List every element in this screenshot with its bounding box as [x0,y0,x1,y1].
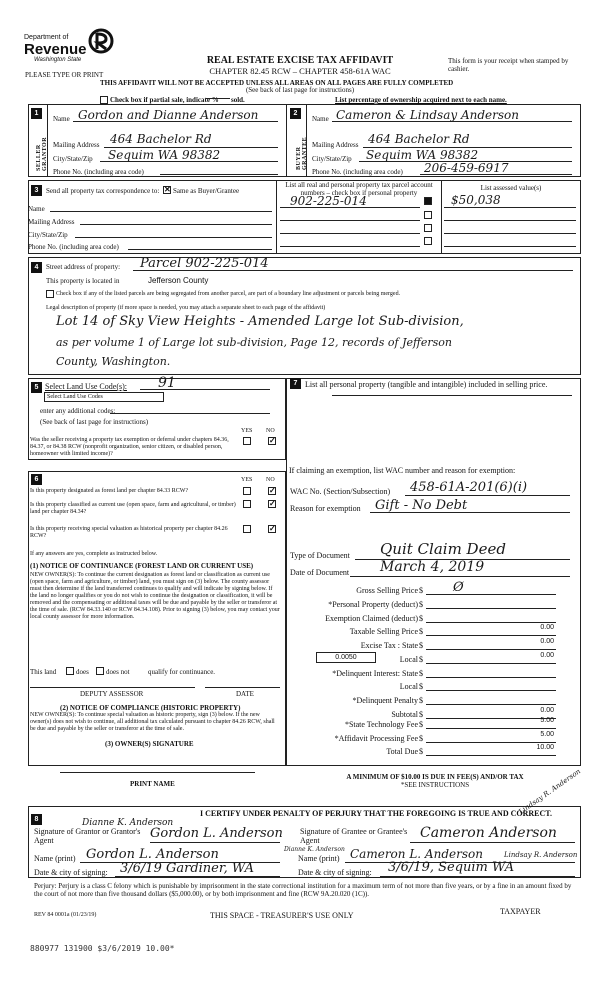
land-use-code: 91 [158,375,176,391]
row-penalty-line [426,704,556,705]
row-state-dollar: $ [419,641,423,650]
county-name: Jefferson County [148,276,209,285]
notice2-body: NEW OWNER(S): To continue special valuation as historic property, sign (3) below. If the new owner(s) does not wish to continue, all additional tax calculated pursuant to chapter 84.26 RCW, shall be due and payable by the seller or transferor at the time of sale. [30,712,275,732]
dor-logo [24,28,119,68]
grantee-date-label: Date & city of signing: [298,868,372,877]
land-use-line [140,389,270,390]
seller-mailing-label: Mailing Address [53,141,100,149]
historic-yes-checkbox[interactable] [243,525,251,533]
grantee-signature: Cameron Anderson [420,825,557,841]
seller-mailing: 464 Bachelor Rd [110,132,212,146]
buyer-mailing-label: Mailing Address [312,141,359,149]
row-total-value: 10.00 [536,744,554,751]
row-subtotal-label: Subtotal [391,710,418,719]
does-not-label: does not [106,668,130,676]
row-processing-line [426,742,556,743]
doc-date-line [350,576,570,577]
rev-number: REV 84 0001a (01/23/19) [34,912,97,918]
section-7-number: 7 [290,378,301,389]
not-accepted: THIS AFFIDAVIT WILL NOT BE ACCEPTED UNLESS ALL AREAS ON ALL PAGES ARE FULLY COMPLETED [100,79,454,87]
personal-property-checkbox-3[interactable] [424,224,432,232]
dept-line3: Washington State [34,57,82,63]
section-3-number: 3 [31,185,42,196]
corr-city-line [75,237,272,238]
dept-line2: Revenue [24,41,87,58]
deputy-label: DEPUTY ASSESSOR [80,690,144,698]
row-delinq-state-line [426,677,556,678]
row-gross-dollar: $ [419,586,423,595]
assessed-line-2 [444,220,576,221]
grantee-signature-extra: Lindsay R. Anderson [517,767,583,816]
section6-no-label: NO [266,477,275,483]
buyer-mailing: 464 Bachelor Rd [368,132,470,146]
forest-yes-checkbox[interactable] [243,487,251,495]
parcel-line-4 [280,246,420,247]
grantee-name-label: Name (print) [298,854,340,863]
row-state-label: Excise Tax : State [360,641,418,650]
parcel-line-1 [280,207,420,208]
corr-city-label: City/State/Zip [28,231,68,239]
land-use-dropdown-text: Select Land Use Codes [47,394,103,400]
land-does-label: This land [30,668,57,676]
row-delinq-state-label: *Delinquent Interest: State [332,669,418,678]
seller-city-label: City/State/Zip [53,155,93,163]
grantor-signature-extra: Dianne K. Anderson [82,818,174,828]
grantee-sig-line [410,842,575,843]
row-gross-label: Gross Selling Price [356,586,418,595]
see-back: (See back of last page for instructions) [245,86,355,94]
sold-label: sold. [231,96,245,104]
ownership-list: List percentage of ownership acquired next to each name. [335,96,507,104]
legal-line-2: as per volume 1 of Large lot sub-division, Page 12, records of Jefferson [56,336,452,349]
seller-phone-line [160,174,278,175]
additional-codes-line [110,413,270,414]
row-subtotal-dollar: $ [419,710,423,719]
partial-sale-pct-line [206,98,230,99]
partial-sale-checkbox[interactable] [100,96,108,104]
row-tech-fee-label: *State Technology Fee [344,720,418,729]
row-local-value: 0.00 [540,652,554,659]
row-penalty-label: *Delinquent Penalty [352,696,418,705]
row-personal-line [426,608,556,609]
county-text: This property is located in [46,277,120,285]
grantee-name-extra: Lindsay R. Anderson [504,851,578,859]
forest-question: Is this property designated as forest land per chapter 84.33 RCW? [30,488,189,494]
section-2-number: 2 [290,108,301,119]
row-state-line [426,649,556,650]
row-processing-label: *Affidavit Processing Fee [334,734,418,743]
assessed-line-1 [444,207,576,208]
row-personal-label: *Personal Property (deduct) [328,600,418,609]
corr-mailing-line [80,224,272,225]
row-taxable-line [426,635,556,636]
row-state-value: 0.00 [540,638,554,645]
row-taxable-value: 0.00 [540,624,554,631]
legal-line-3: County, Washington. [56,355,171,368]
notice2-title: (2) NOTICE OF COMPLIANCE (HISTORIC PROPERTY) [60,704,241,712]
row-gross-line [426,594,556,595]
buyer-phone: 206-459-6917 [424,161,509,175]
seller-name-label: Name [53,115,70,123]
row-total-dollar: $ [419,747,423,756]
row-exemption-dollar: $ [419,614,423,623]
doc-type-label: Type of Document [290,551,350,560]
forest-no-checkbox[interactable]: ✓ [269,486,276,495]
grantor-name-extra: Dianne K. Anderson [284,846,345,853]
street-address: Parcel 902-225-014 [140,256,269,271]
personal-line [332,395,572,396]
same-as-buyer-checkbox[interactable]: ✕ [164,185,171,194]
print-name-label: PRINT NAME [130,780,175,788]
send-label: Send all property tax correspondence to: [46,187,160,195]
row-delinq-local-label: Local [399,682,418,691]
does-checkbox[interactable] [66,667,74,675]
segregated-label: Check box if any of the listed parcels are being segregated from another parcel, are part of a boundary line adjustment or parcels being merged. [56,291,401,297]
grantor-date-line [115,876,280,877]
local-rate-value: 0.0050 [335,654,357,661]
parcel-line-2 [280,220,420,221]
row-exemption-label: Exemption Claimed (deduct) [325,614,418,623]
grantor-sig-line [150,842,280,843]
row-processing-dollar: $ [419,734,423,743]
doc-date-value: March 4, 2019 [380,559,485,575]
row-delinq-local-line [426,690,556,691]
grantee-date-line [380,876,575,877]
street-label: Street address of property: [46,263,121,271]
deputy-date-line [205,687,280,688]
current-use-no-checkbox[interactable]: ✓ [269,499,276,508]
doc-date-label: Date of Document [290,568,350,577]
corr-phone-line [128,249,272,250]
row-penalty-dollar: $ [419,696,423,705]
owner-sig-label: (3) OWNER(S) SIGNATURE [105,740,194,748]
exemption-no-checkbox[interactable]: ✓ [269,436,276,445]
section-4-number: 4 [31,262,42,273]
section5-no-label: NO [266,428,275,434]
does-label: does [76,668,89,676]
same-as-buyer-label: Same as Buyer/Grantee [173,187,240,195]
grantor-name: Gordon L. Anderson [86,847,219,862]
perjury-text [34,882,579,898]
grantee-date: 3/6/19, Sequim WA [388,860,515,875]
notice1-title: (1) NOTICE OF CONTINUANCE (FOREST LAND OR CURRENT USE) [30,562,254,570]
list-personal-label: List all personal property (tangible and intangible) included in selling price. [305,380,548,389]
wac-number: 458-61A-201(6)(i) [410,480,528,495]
section-5-number: 5 [31,382,42,393]
row-delinq-state-dollar: $ [419,669,423,678]
section-8-number: 8 [31,814,42,825]
personal-property-checkbox-2[interactable] [424,211,432,219]
segregated-checkbox[interactable] [46,290,54,298]
corr-phone-label: Phone No. (including area code) [28,243,119,251]
does-not-checkbox[interactable] [96,667,104,675]
dor-logo-icon [88,28,114,54]
seller-city: Sequim WA 98382 [108,148,221,162]
perjury-body: Perjury: Perjury is a class C felony which is punishable by imprisonment in the state correctional institution for a maximum term of not more than five years, or by a fine in an amount fixed by the court of not more than five thousand dollars ($5,000.00), or by both imprisonment and fine (RCW 9A.20.020 (1C)). [34,882,572,898]
print-type: PLEASE TYPE OR PRINT [25,71,104,79]
row-exemption-line [426,622,556,623]
row-local-line [426,663,556,664]
partial-sale-label: Check box if partial sale, indicate % [110,96,219,104]
exemption-claim-label: If claiming an exemption, list WAC number and reason for exemption: [289,466,516,475]
dept-line1: Department of [24,34,69,41]
notice1-body: NEW OWNER(S): To continue the current designation as forest land or classification as current use (open space, farm and agriculture, or timber) land, you must sign on (3) below. The county assessor must then determine if the land transferred continues to qualify and will indicate by signing below. If the land no longer qualifies or you do not wish to continue the designation or classification, it will be removed and the compensating or additional taxes will be due and payable by the seller or transferor at the time of sale. (RCW 84.33.140 or RCW 84.34.108). Prior to signing (3) below, you may contact your local county assessor for more information. [30,572,280,620]
certify-statement: I CERTIFY UNDER PENALTY OF PERJURY THAT THE FOREGOING IS TRUE AND CORRECT. [200,809,553,818]
current-use-yes-checkbox[interactable] [243,500,251,508]
section-3-divider [276,180,277,254]
grantee-sig-label: Signature of Grantee or Grantee's Agent [300,827,408,845]
section5-yes-label: YES [241,428,253,434]
exemption-yes-checkbox[interactable] [243,437,251,445]
legal-line-1: Lot 14 of Sky View Heights - Amended Large lot Sub-division, [56,314,464,329]
taxpayer-label: TAXPAYER [500,907,541,916]
row-taxable-label: Taxable Selling Price [349,627,418,636]
grantee-name: Cameron L. Anderson [350,847,483,861]
additional-codes-label: enter any additional codes: [40,407,116,415]
treasurer-use: THIS SPACE - TREASURER'S USE ONLY [210,911,354,920]
row-subtotal-value: 0.00 [540,707,554,714]
section-1-number: 1 [31,108,42,119]
grantor-date: 3/6/19 Gardiner, WA [120,861,255,876]
legal-label: Legal description of property (if more space is needed, you may attach a separate sheet to each page of the affidavit) [46,305,326,311]
row-tech-fee-value: 5.00 [540,717,554,724]
form-title: REAL ESTATE EXCISE TAX AFFIDAVIT [206,55,394,66]
reason-value: Gift - No Debt [375,498,468,513]
section5-see-back: (See back of last page for instructions) [40,418,149,426]
row-personal-dollar: $ [419,600,423,609]
buyer-phone-label: Phone No. (including area code) [312,168,403,176]
row-local-label: Local [399,655,418,664]
row-tech-fee-dollar: $ [419,720,423,729]
row-tech-fee-line [426,728,556,729]
section6-yes-label: YES [241,477,253,483]
grantor-signature: Gordon L. Anderson [150,826,283,841]
assessed-value: $50,038 [451,193,501,207]
land-use-label: Select Land Use Code(s): [45,382,127,391]
personal-property-checkbox-4[interactable] [424,237,432,245]
row-delinq-local-dollar: $ [419,682,423,691]
historic-no-checkbox[interactable]: ✓ [269,524,276,533]
row-processing-value: 5.00 [540,731,554,738]
grantor-sig-label: Signature of Grantor or Grantor's Agent [34,827,141,845]
buyer-side-label: BUYER GRANTEE [296,136,308,170]
buyer-name-label: Name [312,115,329,123]
parcel-number: 902-225-014 [290,194,367,208]
receipt-note: This form is your receipt when stamped by cashier. [448,57,569,73]
seller-side-label: SELLER GRANTOR [36,136,48,171]
buyer-city-label: City/State/Zip [312,155,352,163]
parcel-line-3 [280,233,420,234]
assessed-line-4 [444,246,576,247]
seller-phone-label: Phone No. (including area code) [53,168,144,176]
minimum-due: A MINIMUM OF $10.00 IS DUE IN FEE(S) AND/OR TAX [346,773,524,781]
row-gross-value: Ø [453,580,464,595]
doc-type-value: Quit Claim Deed [380,540,506,558]
form-chapter: CHAPTER 82.45 RCW – CHAPTER 458-61A WAC [209,66,391,76]
reason-label: Reason for exemption [290,504,361,513]
assessed-header: List assessed value(s) [480,184,542,192]
wac-line [405,495,570,496]
qualify-label: qualify for continuance. [148,668,216,676]
owner-sig-line [60,772,255,773]
grantor-name-label: Name (print) [34,854,76,863]
corr-name-label: Name [28,205,45,213]
exemption-question: Was the seller receiving a property tax exemption or deferral under chapters 84.36, 84.37, or 84.38 RCW (nonprofit organization, senior citizen, or disabled person, homeowner with limited income)? [30,437,229,457]
current-use-question: Is this property classified as current use (open space, farm and agricultural, or timber) land per chapter 84.34? [30,502,236,515]
grantor-date-label: Date & city of signing: [34,868,108,877]
cashier-stamp: 880977 131900 $3/6/2019 10.00* [30,944,175,953]
corr-name-line [50,211,272,212]
if-any-yes: If any answers are yes, complete as instructed below. [30,551,158,557]
section-6-number: 6 [31,474,42,485]
see-instructions: *SEE INSTRUCTIONS [400,781,470,789]
seller-name: Gordon and Dianne Anderson [78,108,259,122]
parcel-header: List all real and personal property tax parcel account numbers – check box if personal property [285,181,433,197]
wac-label: WAC No. (Section/Subsection) [290,487,391,496]
section-1-2-divider [286,104,287,177]
deputy-date-label: DATE [236,690,254,698]
assessed-line-3 [444,233,576,234]
deputy-line [30,687,195,688]
historic-question: Is this property receiving special valuation as historical property per chapter 84.26 RCW? [30,526,228,539]
row-local-dollar: $ [419,655,423,664]
personal-property-checkbox-1[interactable] [424,197,432,205]
row-total-label: Total Due [386,747,418,756]
row-taxable-dollar: $ [419,627,423,636]
corr-mailing-label: Mailing Address [28,218,75,226]
row-total-line [426,755,556,756]
buyer-city: Sequim WA 98382 [366,148,479,162]
buyer-name: Cameron & Lindsay Anderson [336,108,519,122]
